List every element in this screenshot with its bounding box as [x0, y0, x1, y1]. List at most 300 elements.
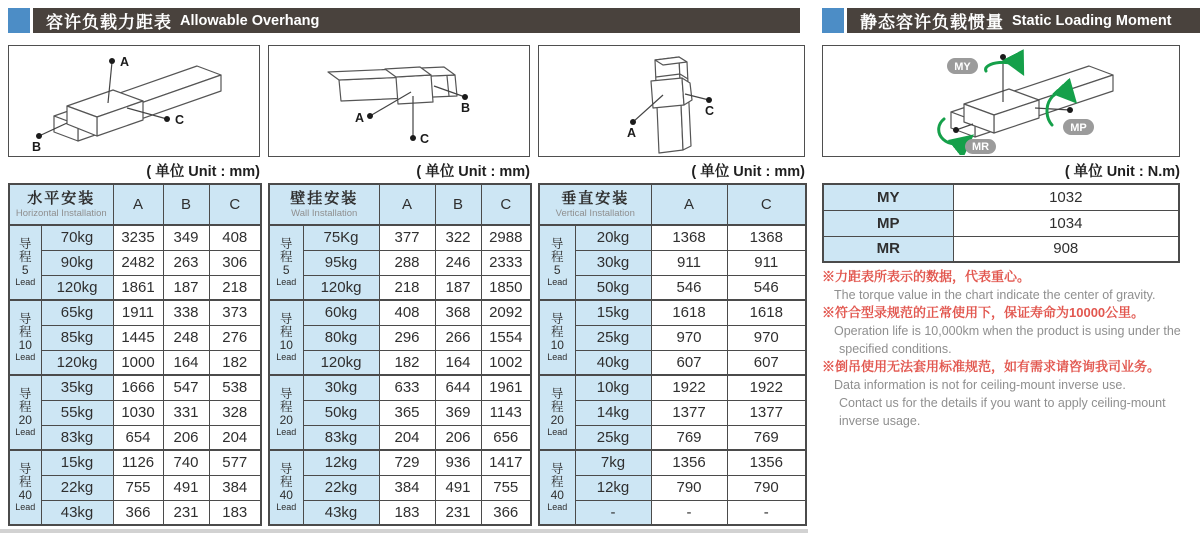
static-moment-diagram — [823, 46, 1178, 155]
lead-en: Lead — [547, 352, 568, 362]
value-cell: 384 — [379, 475, 435, 500]
note-zh: ※倒吊使用无法套用标准规范，如有需求请咨询我司业务。 — [822, 359, 1161, 374]
value-cell: 182 — [209, 350, 261, 375]
lead-number: 40 — [18, 488, 32, 502]
load-cell: 75Kg — [303, 225, 379, 250]
value-cell: 204 — [209, 425, 261, 450]
value-cell: 1377 — [651, 400, 727, 425]
value-cell: 3235 — [113, 225, 163, 250]
value-cell: 288 — [379, 250, 435, 275]
table-row — [9, 300, 261, 325]
lead-cell — [269, 300, 303, 375]
lead-zh: 程 — [18, 325, 32, 339]
table-row — [9, 475, 261, 500]
value-cell: 491 — [163, 475, 209, 500]
lead-cell — [269, 375, 303, 450]
value-cell: 204 — [379, 425, 435, 450]
load-cell: 85kg — [41, 325, 113, 350]
lead-en: Lead — [276, 427, 297, 437]
value-cell: 654 — [113, 425, 163, 450]
load-cell: 22kg — [41, 475, 113, 500]
moment-label-mr: MR — [971, 141, 990, 153]
table-header-row — [539, 184, 806, 225]
load-cell: 60kg — [303, 300, 379, 325]
lead-zh: 导 — [550, 312, 564, 326]
load-cell: 65kg — [41, 300, 113, 325]
value-cell: 970 — [727, 325, 806, 350]
lead-zh: 导 — [18, 237, 32, 251]
lead-number: 40 — [550, 488, 564, 502]
moment-value-cell: 908 — [953, 236, 1179, 262]
point-label-a: A — [355, 111, 365, 125]
value-cell: 769 — [727, 425, 806, 450]
header-bar — [33, 8, 800, 33]
note-zh: ※符合型录规范的正常使用下，保证寿命为10000公里。 — [822, 305, 1145, 320]
value-cell: 755 — [481, 475, 531, 500]
header-bar — [847, 8, 1200, 33]
load-cell: 15kg — [575, 300, 651, 325]
value-cell: 164 — [163, 350, 209, 375]
lead-number: 10 — [550, 338, 564, 352]
table-horizontal-installation — [8, 183, 262, 526]
value-cell: 366 — [113, 500, 163, 525]
lead-number: 10 — [279, 338, 293, 352]
value-cell: 331 — [163, 400, 209, 425]
value-cell: 936 — [435, 450, 481, 475]
note-en: specified conditions. — [839, 342, 952, 356]
lead-cell — [539, 450, 575, 525]
value-cell: 1922 — [727, 375, 806, 400]
point-label-c: C — [705, 104, 715, 118]
lead-zh: 程 — [279, 325, 293, 339]
value-cell: 1356 — [651, 450, 727, 475]
lead-cell — [269, 450, 303, 525]
table-row — [539, 225, 806, 250]
value-cell: 1554 — [481, 325, 531, 350]
value-cell: 633 — [379, 375, 435, 400]
note-en: Data information is not for ceiling-mount inverse use. — [834, 378, 1126, 392]
moment-label-my: MY — [954, 61, 971, 73]
value-cell: 1618 — [651, 300, 727, 325]
moment-label-mp: MP — [1070, 122, 1087, 134]
note-en: The torque value in the chart indicate the center of gravity. — [834, 288, 1156, 302]
table-row — [823, 236, 1179, 262]
value-cell: 368 — [435, 300, 481, 325]
unit-label-nm: ( 单位 Unit : N.m) — [1064, 164, 1180, 180]
value-cell: 218 — [209, 275, 261, 300]
point-label-b: B — [461, 101, 471, 115]
table-row — [9, 400, 261, 425]
note-en: Contact us for the details if you want to apply ceiling-mount — [839, 396, 1166, 410]
lead-number: 20 — [550, 413, 564, 427]
load-cell: 35kg — [41, 375, 113, 400]
load-cell: 70kg — [41, 225, 113, 250]
table-row — [269, 400, 531, 425]
point-label-a: A — [627, 126, 637, 140]
load-cell: 25kg — [575, 325, 651, 350]
value-cell: 349 — [163, 225, 209, 250]
load-cell: 22kg — [303, 475, 379, 500]
value-cell: 369 — [435, 400, 481, 425]
header-title-en: Static Loading Moment — [1012, 12, 1172, 29]
lead-en: Lead — [547, 277, 568, 287]
value-cell: 1861 — [113, 275, 163, 300]
installation-title-en: Wall Installation — [291, 208, 358, 219]
moment-value-cell: 1034 — [953, 210, 1179, 236]
table-row — [9, 250, 261, 275]
point-label-a: A — [120, 55, 130, 69]
lead-zh: 程 — [18, 475, 32, 489]
table-row — [9, 350, 261, 375]
table-row — [9, 275, 261, 300]
value-cell: 248 — [163, 325, 209, 350]
lead-cell — [9, 225, 41, 300]
column-header-c: C — [727, 184, 806, 225]
value-cell: 1618 — [727, 300, 806, 325]
value-cell: 328 — [209, 400, 261, 425]
value-cell: 769 — [651, 425, 727, 450]
diagram-box-vertical — [538, 45, 805, 157]
table-row — [9, 375, 261, 400]
value-cell: 970 — [651, 325, 727, 350]
lead-cell — [539, 375, 575, 450]
accent-square — [822, 8, 844, 33]
lead-zh: 程 — [550, 325, 564, 339]
table-header-row — [269, 184, 531, 225]
value-cell: - — [651, 500, 727, 525]
value-cell: 187 — [435, 275, 481, 300]
note-en: Operation life is 10,000km when the product is using under the — [834, 324, 1181, 338]
lead-en: Lead — [15, 277, 36, 287]
actuator-drawing — [651, 57, 692, 153]
moment-label-cell: MP — [823, 210, 953, 236]
table-row — [539, 300, 806, 325]
value-cell: 1143 — [481, 400, 531, 425]
table-row — [539, 475, 806, 500]
table-vertical-installation — [538, 183, 807, 526]
header-title-zh: 容许负载力距表 — [46, 13, 172, 32]
moment-value-cell: 1032 — [953, 184, 1179, 210]
lead-zh: 程 — [279, 400, 293, 414]
lead-en: Lead — [15, 502, 36, 512]
load-cell: 50kg — [575, 275, 651, 300]
moment-label-cell: MY — [823, 184, 953, 210]
horizontal-installation-diagram — [9, 46, 258, 155]
value-cell: 911 — [651, 250, 727, 275]
value-cell: 183 — [379, 500, 435, 525]
lead-zh: 导 — [18, 462, 32, 476]
table-row — [269, 375, 531, 400]
value-cell: 607 — [727, 350, 806, 375]
lead-zh: 程 — [279, 475, 293, 489]
lead-zh: 程 — [550, 475, 564, 489]
lead-number: 20 — [279, 413, 293, 427]
value-cell: 1368 — [651, 225, 727, 250]
load-cell: 25kg — [575, 425, 651, 450]
actuator-drawing — [54, 66, 221, 141]
value-cell: 276 — [209, 325, 261, 350]
value-cell: - — [727, 500, 806, 525]
table-row — [269, 350, 531, 375]
value-cell: 206 — [163, 425, 209, 450]
actuator-drawing — [328, 67, 457, 104]
value-cell: 384 — [209, 475, 261, 500]
diagram-box-moment — [822, 45, 1180, 157]
lead-zh: 导 — [279, 462, 293, 476]
load-cell: 12kg — [303, 450, 379, 475]
value-cell: 182 — [379, 350, 435, 375]
load-cell: 83kg — [303, 425, 379, 450]
load-cell: 80kg — [303, 325, 379, 350]
lead-zh: 程 — [279, 250, 293, 264]
lead-cell — [539, 225, 575, 300]
table-row — [9, 425, 261, 450]
table-row — [269, 475, 531, 500]
table-row — [539, 425, 806, 450]
value-cell: 263 — [163, 250, 209, 275]
load-cell: 50kg — [303, 400, 379, 425]
load-cell: 120kg — [303, 350, 379, 375]
value-cell: 322 — [435, 225, 481, 250]
installation-title-zh: 垂直安装 — [561, 190, 630, 207]
value-cell: 740 — [163, 450, 209, 475]
diagram-box-wall — [268, 45, 530, 157]
value-cell: 206 — [435, 425, 481, 450]
value-cell: 1445 — [113, 325, 163, 350]
lead-zh: 导 — [550, 462, 564, 476]
lead-zh: 导 — [550, 387, 564, 401]
table-row — [539, 275, 806, 300]
table-header-row — [9, 184, 261, 225]
table-row — [539, 350, 806, 375]
value-cell: 2333 — [481, 250, 531, 275]
value-cell: 1911 — [113, 300, 163, 325]
table-row — [9, 225, 261, 250]
value-cell: 1356 — [727, 450, 806, 475]
value-cell: 491 — [435, 475, 481, 500]
value-cell: 377 — [379, 225, 435, 250]
header-title-zh: 静态容许负载惯量 — [860, 13, 1004, 32]
load-cell: 40kg — [575, 350, 651, 375]
lead-cell — [9, 375, 41, 450]
notes-block — [822, 268, 1196, 430]
lead-cell — [9, 300, 41, 375]
value-cell: 2482 — [113, 250, 163, 275]
value-cell: 1417 — [481, 450, 531, 475]
load-cell: 90kg — [41, 250, 113, 275]
value-cell: 546 — [727, 275, 806, 300]
column-header-b: B — [435, 184, 481, 225]
unit-label-mm: ( 单位 Unit : mm) — [416, 164, 530, 180]
column-header-a: A — [651, 184, 727, 225]
lead-en: Lead — [276, 502, 297, 512]
lead-en: Lead — [547, 427, 568, 437]
table-row — [269, 425, 531, 450]
static-loading-moment-table — [822, 183, 1180, 263]
table-row — [539, 325, 806, 350]
installation-title-en: Horizontal Installation — [15, 208, 107, 219]
lead-zh: 程 — [18, 250, 32, 264]
table-row — [539, 400, 806, 425]
lead-zh: 导 — [18, 387, 32, 401]
value-cell: 2988 — [481, 225, 531, 250]
header-title-en: Allowable Overhang — [180, 12, 320, 29]
load-cell: 30kg — [303, 375, 379, 400]
load-cell: 30kg — [575, 250, 651, 275]
note-zh: ※力距表所表示的数据，代表重心。 — [822, 269, 1031, 284]
value-cell: 1000 — [113, 350, 163, 375]
lead-zh: 导 — [18, 312, 32, 326]
value-cell: 338 — [163, 300, 209, 325]
bottom-divider — [0, 529, 808, 533]
load-cell: 120kg — [41, 350, 113, 375]
point-label-b: B — [32, 140, 42, 154]
value-cell: 577 — [209, 450, 261, 475]
table-row — [269, 250, 531, 275]
vertical-installation-diagram — [539, 46, 803, 155]
lead-number: 5 — [553, 263, 561, 277]
accent-square — [8, 8, 30, 33]
value-cell: 231 — [435, 500, 481, 525]
column-header-c: C — [209, 184, 261, 225]
value-cell: 911 — [727, 250, 806, 275]
lead-cell — [269, 225, 303, 300]
value-cell: 164 — [435, 350, 481, 375]
lead-zh: 程 — [18, 400, 32, 414]
value-cell: 306 — [209, 250, 261, 275]
load-cell: 120kg — [303, 275, 379, 300]
lead-number: 5 — [282, 263, 290, 277]
value-cell: 373 — [209, 300, 261, 325]
lead-en: Lead — [15, 427, 36, 437]
lead-zh: 导 — [279, 237, 293, 251]
value-cell: 266 — [435, 325, 481, 350]
lead-zh: 导 — [550, 237, 564, 251]
load-cell: 120kg — [41, 275, 113, 300]
section-header-static-loading-moment — [822, 8, 1200, 33]
table-row — [823, 184, 1179, 210]
value-cell: 755 — [113, 475, 163, 500]
load-cell: - — [575, 500, 651, 525]
load-cell: 95kg — [303, 250, 379, 275]
note-en: inverse usage. — [839, 414, 921, 428]
load-cell: 55kg — [41, 400, 113, 425]
value-cell: 547 — [163, 375, 209, 400]
value-cell: 1126 — [113, 450, 163, 475]
value-cell: 1002 — [481, 350, 531, 375]
section-header-allowable-overhang — [8, 8, 800, 33]
value-cell: 2092 — [481, 300, 531, 325]
value-cell: 644 — [435, 375, 481, 400]
value-cell: 231 — [163, 500, 209, 525]
lead-en: Lead — [15, 352, 36, 362]
value-cell: 729 — [379, 450, 435, 475]
value-cell: 1961 — [481, 375, 531, 400]
value-cell: 1850 — [481, 275, 531, 300]
moment-label-cell: MR — [823, 236, 953, 262]
lead-zh: 程 — [550, 250, 564, 264]
lead-number: 10 — [18, 338, 32, 352]
column-header-c: C — [481, 184, 531, 225]
table-row — [9, 450, 261, 475]
lead-en: Lead — [276, 277, 297, 287]
table-row — [269, 275, 531, 300]
value-cell: 1666 — [113, 375, 163, 400]
table-row — [269, 500, 531, 525]
column-header-a: A — [113, 184, 163, 225]
value-cell: 1377 — [727, 400, 806, 425]
installation-title-zh: 水平安装 — [27, 190, 96, 207]
installation-header — [9, 184, 113, 225]
load-cell: 10kg — [575, 375, 651, 400]
load-cell: 83kg — [41, 425, 113, 450]
value-cell: 408 — [379, 300, 435, 325]
unit-label-mm: ( 单位 Unit : mm) — [691, 164, 805, 180]
value-cell: 1030 — [113, 400, 163, 425]
load-cell: 43kg — [303, 500, 379, 525]
value-cell: 183 — [209, 500, 261, 525]
load-cell: 15kg — [41, 450, 113, 475]
value-cell: 656 — [481, 425, 531, 450]
load-cell: 20kg — [575, 225, 651, 250]
diagram-box-horizontal — [8, 45, 260, 157]
table-wall-installation — [268, 183, 532, 526]
load-cell: 43kg — [41, 500, 113, 525]
table-row — [9, 325, 261, 350]
value-cell: 790 — [727, 475, 806, 500]
table-row — [269, 225, 531, 250]
value-cell: 1368 — [727, 225, 806, 250]
installation-title-zh: 壁挂安装 — [290, 190, 359, 207]
wall-installation-diagram — [269, 46, 528, 155]
value-cell: 187 — [163, 275, 209, 300]
value-cell: 408 — [209, 225, 261, 250]
table-row — [539, 500, 806, 525]
installation-title-en: Vertical Installation — [555, 208, 635, 219]
point-label-c: C — [420, 132, 430, 146]
installation-header — [269, 184, 379, 225]
value-cell: 218 — [379, 275, 435, 300]
lead-number: 5 — [21, 263, 29, 277]
table-row — [539, 450, 806, 475]
point-label-c: C — [175, 113, 185, 127]
lead-en: Lead — [276, 352, 297, 362]
table-row — [269, 450, 531, 475]
table-row — [539, 250, 806, 275]
value-cell: 538 — [209, 375, 261, 400]
table-row — [269, 325, 531, 350]
lead-zh: 程 — [550, 400, 564, 414]
lead-number: 20 — [18, 413, 32, 427]
lead-cell — [9, 450, 41, 525]
lead-zh: 导 — [279, 312, 293, 326]
column-header-a: A — [379, 184, 435, 225]
value-cell: 296 — [379, 325, 435, 350]
table-row — [9, 500, 261, 525]
lead-zh: 导 — [279, 387, 293, 401]
value-cell: 366 — [481, 500, 531, 525]
load-cell: 7kg — [575, 450, 651, 475]
load-cell: 12kg — [575, 475, 651, 500]
lead-cell — [539, 300, 575, 375]
unit-label-mm: ( 单位 Unit : mm) — [146, 164, 260, 180]
table-row — [269, 300, 531, 325]
value-cell: 1922 — [651, 375, 727, 400]
installation-header — [539, 184, 651, 225]
lead-number: 40 — [279, 488, 293, 502]
load-cell: 14kg — [575, 400, 651, 425]
value-cell: 246 — [435, 250, 481, 275]
